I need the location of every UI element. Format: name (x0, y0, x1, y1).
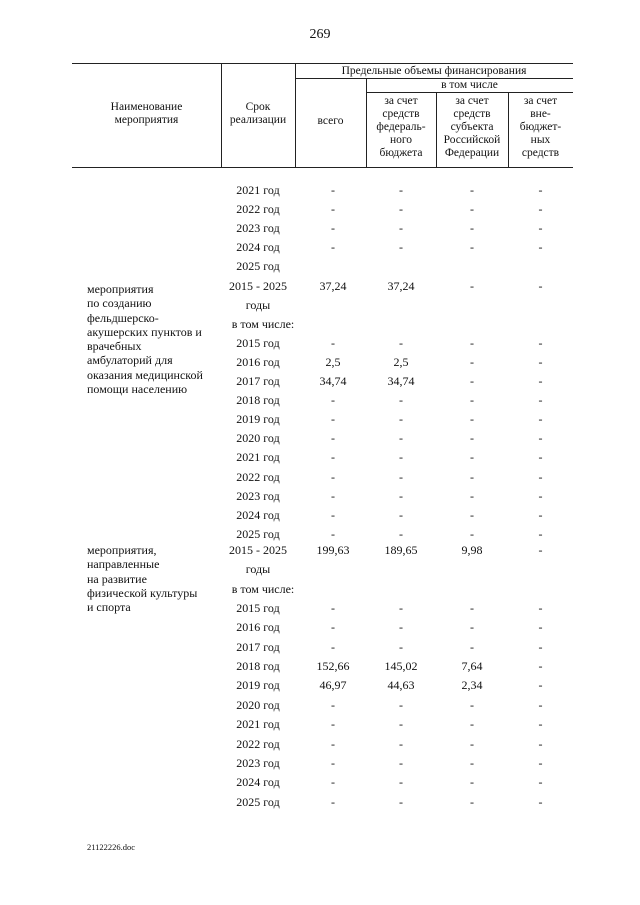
cell-federal: - (399, 221, 403, 235)
cell-offbudget: - (538, 221, 543, 235)
cell-offbudget: - (538, 202, 543, 216)
cell-total: 37,24 (319, 279, 347, 293)
cell-period: 2018 год (236, 659, 280, 673)
footer-filename: 21122226.doc (87, 842, 136, 852)
cell-total: - (331, 221, 335, 235)
cell-federal: - (399, 601, 403, 615)
cell-total: - (331, 640, 335, 654)
cell-period: 2025 год (236, 795, 280, 809)
cell-offbudget: - (538, 640, 543, 654)
cell-period: 2015 год (236, 601, 280, 615)
cell-period: 2021 год (236, 183, 280, 197)
cell-total: - (331, 601, 335, 615)
including-rule (366, 92, 573, 93)
cell-regional: - (470, 717, 474, 731)
cell-regional: - (470, 336, 474, 350)
cell-offbudget: - (538, 355, 543, 369)
cell-federal: - (399, 431, 403, 445)
cell-total: - (331, 431, 335, 445)
cell-regional: - (470, 737, 474, 751)
cell-period: 2024 год (236, 240, 280, 254)
cell-total: - (331, 489, 335, 503)
cell-total: - (331, 756, 335, 770)
cell-total: 46,97 (319, 678, 347, 692)
cell-period: 2022 год (236, 737, 280, 751)
cell-offbudget: - (538, 431, 543, 445)
cell-regional: - (470, 489, 474, 503)
cell-total: - (331, 183, 335, 197)
cell-federal: - (399, 508, 403, 522)
header-period-col: Срок реализации (229, 101, 287, 126)
cell-federal: - (399, 795, 403, 809)
cell-regional: - (470, 698, 474, 712)
cell-period: в том числе: (231, 582, 295, 596)
cell-offbudget: - (538, 374, 543, 388)
cell-total: - (331, 470, 335, 484)
cell-period: 2016 год (236, 355, 280, 369)
cell-regional: - (470, 355, 474, 369)
cell-offbudget: - (538, 508, 543, 522)
cell-offbudget: - (538, 775, 543, 789)
header-name-col: Наименование мероприятия (110, 101, 183, 126)
cell-total: - (331, 527, 335, 541)
cell-total: - (331, 698, 335, 712)
header-bottom-rule (72, 167, 573, 168)
cell-federal: - (399, 737, 403, 751)
cell-period: 2019 год (236, 678, 280, 692)
cell-period: годы (245, 562, 271, 576)
cell-offbudget: - (538, 543, 543, 557)
cell-offbudget: - (538, 412, 543, 426)
cell-offbudget: - (538, 795, 543, 809)
cell-federal: - (399, 450, 403, 464)
cell-total: 2,5 (325, 355, 341, 369)
cell-offbudget: - (538, 240, 543, 254)
page-number: 269 (309, 27, 331, 42)
cell-federal: - (399, 489, 403, 503)
cell-regional: - (470, 601, 474, 615)
cell-federal: - (399, 240, 403, 254)
cell-federal: 44,63 (387, 678, 415, 692)
header-federal-col: за счет средств федераль- ного бюджета (376, 95, 426, 159)
cell-total: - (331, 717, 335, 731)
cell-regional: - (470, 527, 474, 541)
cell-offbudget: - (538, 489, 543, 503)
header-funding-group: Предельные объемы финансирования (341, 65, 527, 77)
cell-period: 2024 год (236, 775, 280, 789)
cell-offbudget: - (538, 470, 543, 484)
cell-regional: - (470, 620, 474, 634)
cell-federal: - (399, 183, 403, 197)
cell-period: 2020 год (236, 431, 280, 445)
cell-regional: 9,98 (461, 543, 483, 557)
header-regional-col: за счет средств субъекта Российской Федерации (443, 95, 501, 159)
cell-federal: - (399, 620, 403, 634)
cell-total: - (331, 240, 335, 254)
header-including: в том числе (441, 79, 498, 91)
cell-federal: 145,02 (384, 659, 418, 673)
cell-offbudget: - (538, 620, 543, 634)
cell-period: 2015 - 2025 (229, 543, 287, 557)
cell-federal: - (399, 717, 403, 731)
cell-federal: 2,5 (393, 355, 409, 369)
cell-regional: - (470, 183, 474, 197)
cell-federal: - (399, 470, 403, 484)
header-top-rule (72, 63, 573, 64)
cell-offbudget: - (538, 450, 543, 464)
cell-regional: - (470, 450, 474, 464)
cell-federal: - (399, 412, 403, 426)
cell-period: 2023 год (236, 221, 280, 235)
cell-regional: 2,34 (461, 678, 483, 692)
cell-federal: - (399, 202, 403, 216)
cell-offbudget: - (538, 279, 543, 293)
cell-regional: - (470, 240, 474, 254)
cell-regional: - (470, 374, 474, 388)
cell-period: 2025 год (236, 527, 280, 541)
cell-period: 2024 год (236, 508, 280, 522)
header-offbudget-col: за счет вне- бюджет- ных средств (519, 95, 562, 159)
cell-federal: - (399, 698, 403, 712)
cell-period: 2019 год (236, 412, 280, 426)
cell-period: 2022 год (236, 202, 280, 216)
cell-regional: - (470, 508, 474, 522)
cell-period: 2017 год (236, 640, 280, 654)
event-name: мероприятия по созданию фельдшерско- акушерских пунктов и врачебных амбулаторий для оказания медицинской помощи населению (87, 282, 203, 397)
cell-federal: 34,74 (387, 374, 415, 388)
cell-regional: - (470, 202, 474, 216)
cell-total: 199,63 (316, 543, 350, 557)
cell-offbudget: - (538, 336, 543, 350)
cell-period: 2016 год (236, 620, 280, 634)
cell-regional: 7,64 (461, 659, 483, 673)
cell-federal: - (399, 527, 403, 541)
cell-period: 2017 год (236, 374, 280, 388)
cell-period: 2020 год (236, 698, 280, 712)
cell-offbudget: - (538, 659, 543, 673)
cell-federal: - (399, 336, 403, 350)
cell-offbudget: - (538, 393, 543, 407)
cell-total: - (331, 775, 335, 789)
cell-period: в том числе: (231, 317, 295, 331)
cell-regional: - (470, 412, 474, 426)
cell-period: 2015 - 2025 (229, 279, 287, 293)
cell-period: 2022 год (236, 470, 280, 484)
cell-total: - (331, 393, 335, 407)
cell-total: - (331, 450, 335, 464)
cell-total: 152,66 (316, 659, 350, 673)
cell-period: 2021 год (236, 450, 280, 464)
cell-period: годы (245, 298, 271, 312)
cell-regional: - (470, 640, 474, 654)
cell-federal: - (399, 775, 403, 789)
cell-period: 2023 год (236, 489, 280, 503)
cell-total: - (331, 336, 335, 350)
cell-total: - (331, 508, 335, 522)
cell-federal: - (399, 393, 403, 407)
header-total-col: всего (317, 115, 344, 127)
cell-regional: - (470, 795, 474, 809)
cell-period: 2015 год (236, 336, 280, 350)
cell-regional: - (470, 756, 474, 770)
cell-period: 2023 год (236, 756, 280, 770)
cell-federal: - (399, 756, 403, 770)
cell-regional: - (470, 393, 474, 407)
cell-federal: 189,65 (384, 543, 418, 557)
cell-offbudget: - (538, 756, 543, 770)
cell-regional: - (470, 431, 474, 445)
cell-total: - (331, 202, 335, 216)
cell-federal: - (399, 640, 403, 654)
cell-offbudget: - (538, 601, 543, 615)
cell-offbudget: - (538, 737, 543, 751)
cell-total: 34,74 (319, 374, 347, 388)
cell-regional: - (470, 221, 474, 235)
cell-offbudget: - (538, 527, 543, 541)
cell-offbudget: - (538, 717, 543, 731)
cell-regional: - (470, 775, 474, 789)
cell-regional: - (470, 279, 474, 293)
cell-total: - (331, 795, 335, 809)
cell-offbudget: - (538, 183, 543, 197)
cell-total: - (331, 737, 335, 751)
cell-federal: 37,24 (387, 279, 415, 293)
cell-period: 2018 год (236, 393, 280, 407)
cell-period: 2021 год (236, 717, 280, 731)
cell-period: 2025 год (236, 259, 280, 273)
cell-offbudget: - (538, 698, 543, 712)
cell-regional: - (470, 470, 474, 484)
event-name: мероприятия, направленные на развитие физической культуры и спорта (87, 543, 198, 615)
cell-total: - (331, 620, 335, 634)
cell-total: - (331, 412, 335, 426)
cell-offbudget: - (538, 678, 543, 692)
